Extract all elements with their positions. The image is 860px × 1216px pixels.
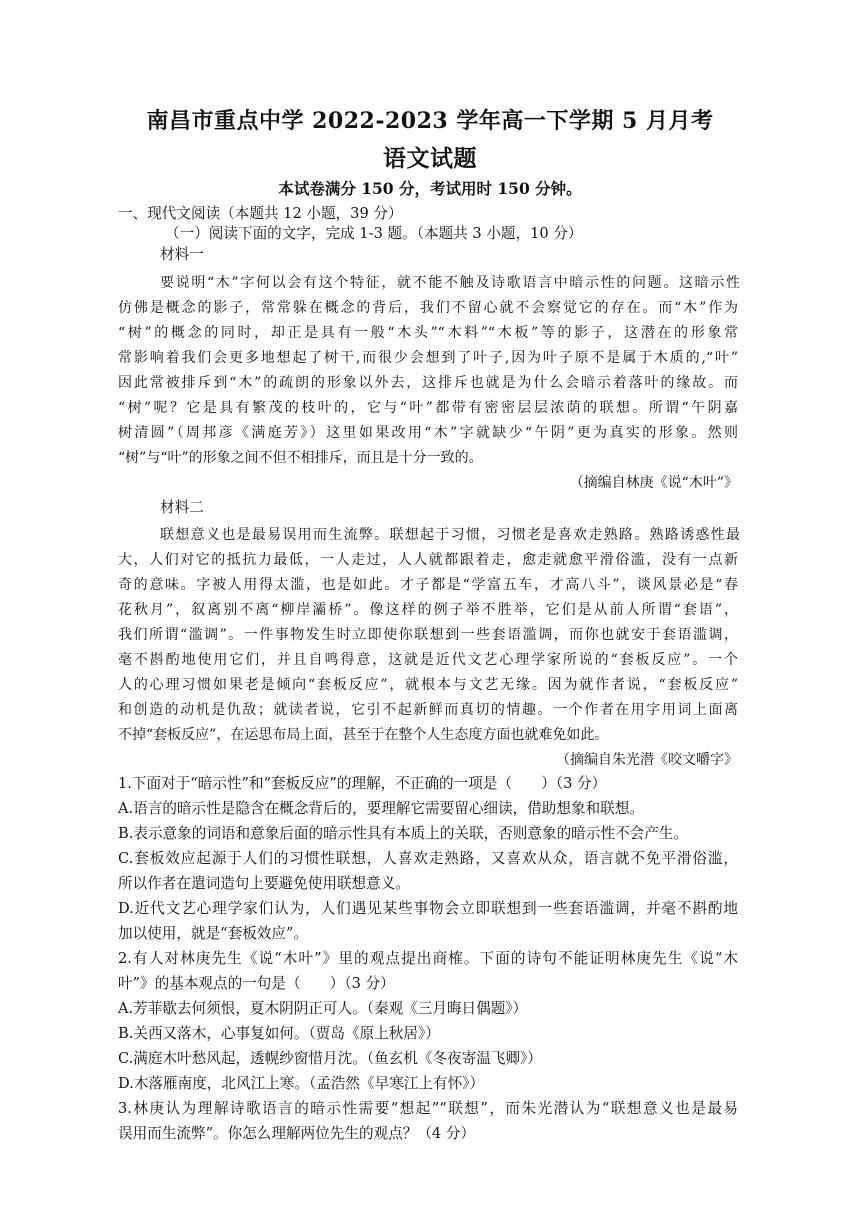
exam-title: 南昌市重点中学 2022-2023 学年高一下学期 5 月月考 <box>146 108 714 134</box>
question-1-option-c: C.套板效应起源于人们的习惯性联想，人喜欢走熟路，又喜欢从众，语言就不免平滑俗滥， <box>118 850 738 867</box>
question-2-option-a: A.芳菲歇去何须恨，夏木阴阴正可人。（秦观《三月晦日偶题》） <box>118 1000 528 1017</box>
material1-label: 材料一 <box>160 246 204 263</box>
material1-line: “树”与“叶”的形象之间不但不相排斥，而且是十分一致的。 <box>118 450 483 466</box>
question-1-option-a: A.语言的暗示性是隐含在概念背后的，要理解它需要留心细读，借助想象和联想。 <box>118 800 644 817</box>
question-2-option-d: D.木落雁南度，北风江上寒。（孟浩然《早寒江上有怀》） <box>118 1075 485 1092</box>
question-1-option-c-cont: 所以作者在遣词造句上要避免使用联想意义。 <box>118 875 410 892</box>
material2-line: 奇的意味。字被人用得太滥，也是如此。才子都是“学富五车，才高八斗”，谈风景必是“春 <box>118 577 738 593</box>
material2-line: 人的心理习惯如果老是倾向“套板反应”，就根本与文艺无缘。因为就作者说，“套板反应” <box>118 677 738 693</box>
exam-info: 本试卷满分 150 分，考试用时 150 分钟。 <box>278 179 582 198</box>
material2-line: 和创造的动机是仇敌；就读者说，它引不起新鲜而真切的情趣。一个作者在用字用词上面离 <box>118 702 738 718</box>
section-heading: 一、现代文阅读（本题共 12 小题，39 分） <box>118 205 403 222</box>
material1-line: “树”的概念的同时，却正是具有一般“木头”“木料”“木板”等的影子，这潜在的形象常 <box>118 325 738 341</box>
material1-source: （摘编自林庚《说“木叶”》 <box>569 475 738 491</box>
material1-line: “树”呢？它是具有繁茂的枝叶的，它与“叶”都带有密密层层浓荫的联想。所谓“午阴嘉 <box>118 400 738 416</box>
material1-line: 常影响着我们会更多地想起了树干,而很少会想到了叶子,因为叶子原不是属于木质的,“叶” <box>118 350 738 366</box>
material2-label: 材料二 <box>160 499 204 516</box>
material2-line: 花秋月”，叙离别不离“柳岸灞桥”。像这样的例子举不胜举，它们是从前人所谓“套语”， <box>118 602 738 618</box>
question-3-stem: 3.林庚认为理解诗歌语言的暗示性需要“想起”“联想”，而朱光潜认为“联想意义也是最易 <box>118 1100 738 1117</box>
material1-line: 要说明“木”字何以会有这个特征，就不能不触及诗歌语言中暗示性的问题。这暗示性 <box>160 275 740 291</box>
question-1-option-d: D.近代文艺心理学家们认为，人们遇见某些事物会立即联想到一些套语滥调，并毫不斟酌地 <box>118 900 738 917</box>
material2-line: 大，人们对它的抵抗力最低，一人走过，人人就都跟着走，愈走就愈平滑俗滥，没有一点新 <box>118 552 738 568</box>
material2-line: 不掉“套板反应”，在运思布局上面，甚至于在整个人生态度方面也就难免如此。 <box>118 727 609 743</box>
question-1-stem: 1.下面对于“暗示性”和“套板反应”的理解，不正确的一项是（ ）（3 分） <box>118 775 607 792</box>
question-2-option-c: C.满庭木叶愁风起，透幌纱窗惜月沈。（鱼玄机《冬夜寄温飞卿》） <box>118 1050 542 1067</box>
material1-line: 树清圆”（周邦彦《满庭芳》）这里如果改用“木”字就缺少“午阴”更为真实的形象。然则 <box>118 425 738 441</box>
question-1-option-b: B.表示意象的词语和意象后面的暗示性具有本质上的关联，否则意象的暗示性不会产生。 <box>118 825 688 842</box>
material2-line: 我们所谓“滥调”。一件事物发生时立即使你联想到一些套语滥调，而你也就安于套语滥调， <box>118 627 738 643</box>
question-1-option-d-cont: 加以使用，就是“套板效应”。 <box>118 925 309 942</box>
question-2-stem: 2.有人对林庚先生《说“木叶”》里的观点提出商榷。下面的诗句不能证明林庚先生《说“木 <box>118 950 738 967</box>
material1-line: 因此常被排斥到“木”的疏朗的形象以外去，这排斥也就是为什么会暗示着落叶的缘故。而 <box>118 375 738 391</box>
exam-subject-title: 语文试题 <box>383 145 477 172</box>
sub-section-heading: （一）阅读下面的文字，完成 1-3 题。（本题共 3 小题，10 分） <box>165 225 583 242</box>
question-2-stem-cont: 叶”》的基本观点的一句是（ ）（3 分） <box>118 975 395 992</box>
material1-line: 仿佛是概念的影子，常常躲在概念的背后，我们不留心就不会察觉它的存在。而“木”作为 <box>118 300 738 316</box>
material2-source: （摘编自朱光潜《咬文嚼字》 <box>556 752 738 768</box>
question-2-option-b: B.关西又落木，心事复如何。（贾岛《原上秋居》） <box>118 1025 440 1042</box>
material2-line: 联想意义也是最易误用而生流弊。联想起于习惯，习惯老是喜欢走熟路。熟路诱惑性最 <box>160 527 740 543</box>
material2-line: 毫不斟酌地使用它们，并且自鸣得意，这就是近代文艺心理学家所说的“套板反应”。一个 <box>118 652 738 668</box>
question-3-stem-cont: 误用而生流弊”。你怎么理解两位先生的观点？（4 分） <box>118 1125 476 1142</box>
